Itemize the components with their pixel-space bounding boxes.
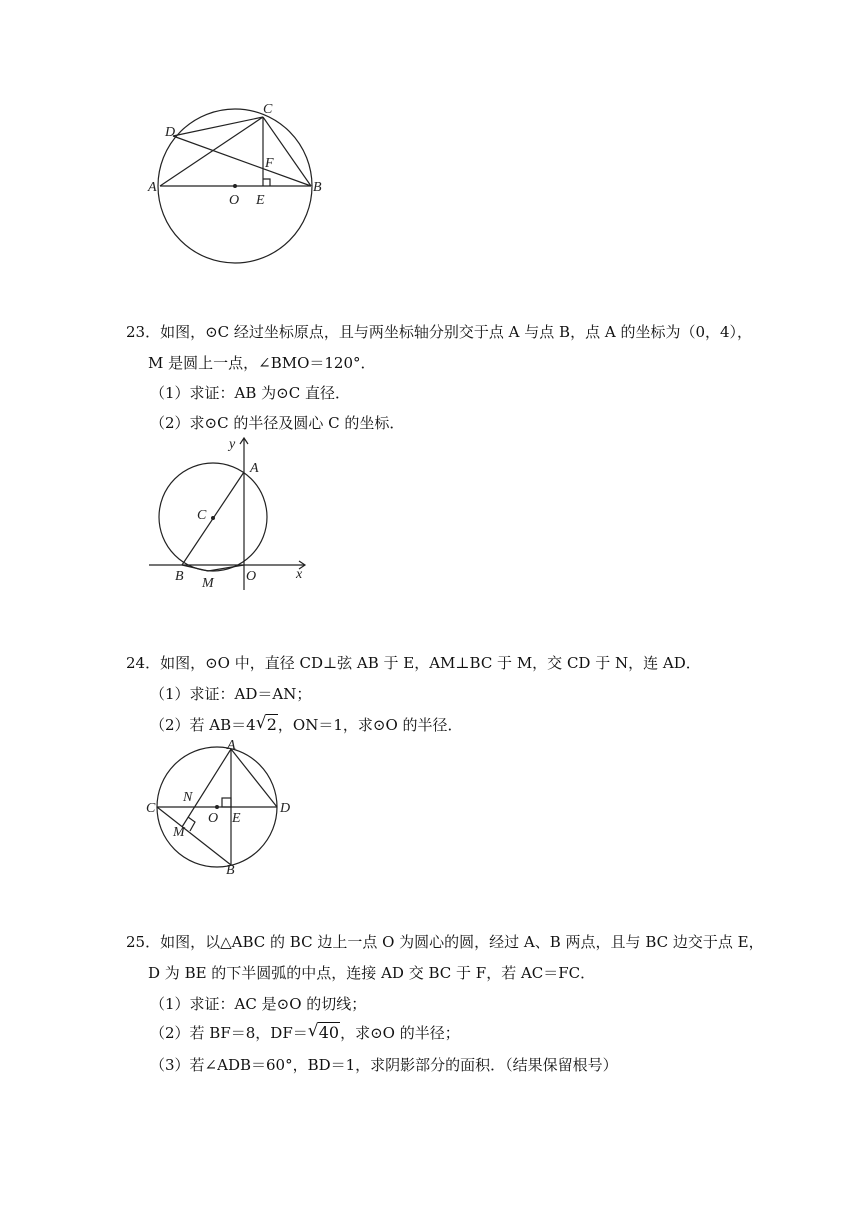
problem-25-part2-post: ，求⊙O 的半径； [340, 1024, 460, 1042]
label-y: y [229, 437, 236, 452]
problem-25-number: 25． [126, 933, 161, 951]
label-e: E [256, 193, 265, 208]
problem-24-number: 24． [126, 654, 161, 672]
label-a: A [148, 180, 157, 195]
right-angle-mark-m [188, 817, 195, 831]
center-dot-o [233, 184, 237, 188]
figure-circle-abcdef [140, 95, 340, 270]
label-b: B [226, 863, 235, 878]
problem-25-part2-pre: （2）若 BF＝8，DF＝ [150, 1024, 308, 1042]
problem-25-part2 [150, 1022, 460, 1044]
problem-24-text1: 如图，⊙O 中，直径 CD⊥弦 AB 于 E，AM⊥BC 于 M，交 CD 于 N，连 AD． [160, 654, 701, 672]
problem-25-part3: （3）若∠ADB＝60°，BD＝1，求阴影部分的面积．（结果保留根号） [150, 1056, 618, 1074]
label-c: C [197, 508, 207, 523]
label-n: N [183, 790, 193, 805]
problem-25-line2: D 为 BE 的下半圆弧的中点，连接 AD 交 BC 于 F，若 AC＝FC． [148, 964, 596, 982]
problem-23-line1 [126, 321, 752, 343]
label-c: C [146, 801, 156, 816]
problem-23-line2: M 是圆上一点，∠BMO＝120°． [148, 354, 376, 372]
problem-24-part2-post: ，ON＝1，求⊙O 的半径． [277, 716, 463, 734]
label-f: F [265, 156, 274, 171]
label-o: O [229, 193, 240, 208]
center-dot-c [211, 516, 215, 520]
problem-25-part1: （1）求证：AC 是⊙O 的切线； [150, 995, 367, 1013]
problem-25-text1: 如图，以△ABC 的 BC 边上一点 O 为圆心的圆，经过 A、B 两点，且与 BC 边交于点 E， [160, 933, 764, 951]
segment-cb [157, 807, 231, 865]
label-c: C [263, 102, 273, 117]
problem-25-line1 [126, 931, 764, 953]
segment-am [182, 749, 231, 827]
problem-23-part2: （2）求⊙C 的半径及圆心 C 的坐标． [150, 414, 405, 432]
problem-24-line1 [126, 652, 701, 674]
problem-24-part1: （1）求证：AD＝AN； [150, 685, 312, 703]
label-m: M [173, 825, 185, 840]
label-m: M [202, 576, 214, 591]
segment-db [173, 136, 311, 186]
figure-coordinate-circle [145, 432, 315, 592]
label-a: A [250, 461, 259, 476]
label-d: D [280, 801, 291, 816]
label-b: B [175, 569, 184, 584]
label-o: O [208, 811, 219, 826]
problem-24-part2 [150, 714, 463, 736]
center-dot-o [215, 805, 219, 809]
label-o: O [246, 569, 257, 584]
figure-circle-diameter-cd [142, 738, 297, 878]
right-angle-mark-e [222, 798, 231, 807]
problem-23-part1: （1）求证：AB 为⊙C 直径． [150, 384, 350, 402]
right-angle-mark-e [263, 179, 270, 186]
sqrt-40-radicand: 40 [318, 1023, 340, 1042]
label-a: A [227, 738, 236, 753]
label-d: D [165, 125, 176, 140]
label-b: B [313, 180, 322, 195]
problem-23-text1: 如图，⊙C 经过坐标原点，且与两坐标轴分别交于点 A 与点 B，点 A 的坐标为（0，4）， [160, 323, 753, 341]
sqrt-2: √ 2 [255, 713, 277, 734]
problem-23-number: 23． [126, 323, 161, 341]
problem-24-part2-pre: （2）若 AB＝4 [150, 716, 256, 734]
sqrt-2-radicand: 2 [266, 715, 277, 734]
sqrt-40: √ 40 [307, 1021, 340, 1042]
label-e: E [232, 811, 241, 826]
label-x: x [296, 567, 303, 582]
